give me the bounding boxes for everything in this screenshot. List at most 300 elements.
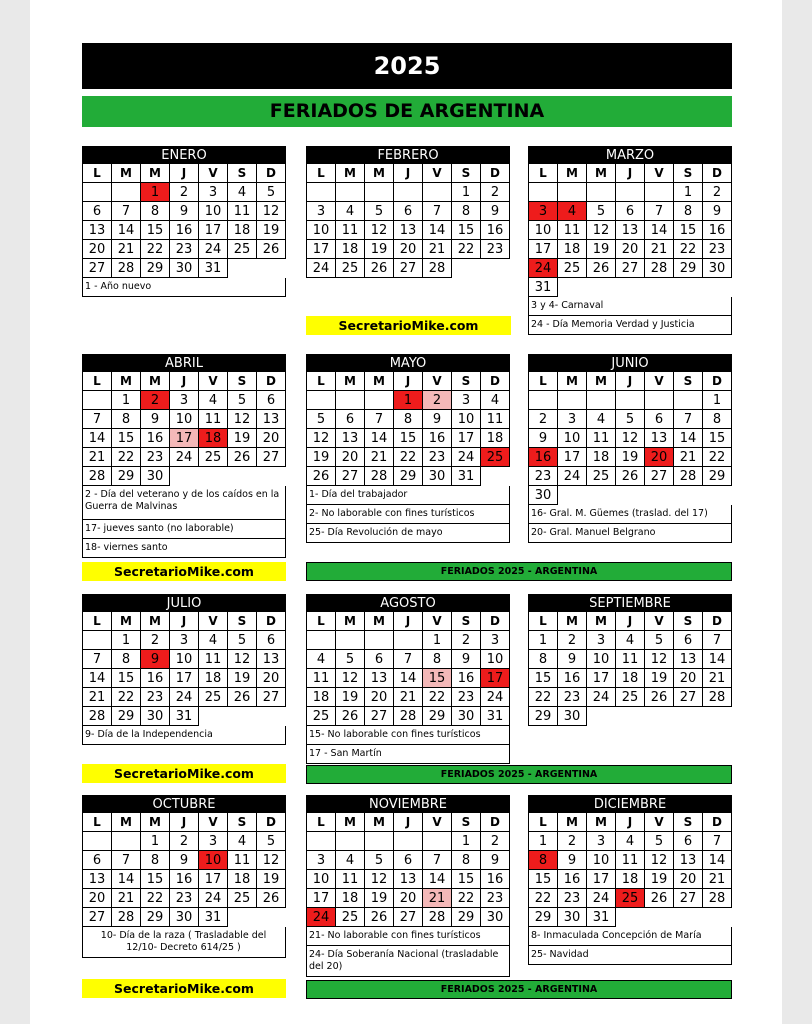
day-cell: 17 (170, 669, 199, 688)
weekday-header: M (587, 372, 616, 391)
month-septiembre (528, 594, 732, 726)
day-cell: 8 (674, 202, 703, 221)
watermark-banner: SecretarioMike.com (82, 979, 286, 998)
day-cell: 3 (558, 410, 587, 429)
weekday-header: M (336, 612, 365, 631)
day-cell: 24 (452, 448, 481, 467)
day-cell: 7 (394, 650, 423, 669)
day-cell: 12 (228, 650, 257, 669)
weekday-header: M (112, 813, 141, 832)
holiday-notes (528, 927, 732, 965)
day-cell: 5 (257, 183, 286, 202)
day-cell: 19 (645, 870, 674, 889)
month-table (82, 795, 286, 927)
day-cell: 7 (83, 410, 112, 429)
weekday-header: D (703, 372, 732, 391)
day-cell: 2 (481, 832, 510, 851)
empty-cell (616, 707, 645, 726)
day-cell: 9 (558, 851, 587, 870)
day-cell: 12 (645, 650, 674, 669)
weekday-header: M (365, 372, 394, 391)
day-cell: 27 (616, 259, 645, 278)
empty-cell (645, 486, 674, 505)
footer-banner: FERIADOS 2025 - ARGENTINA (306, 765, 732, 784)
empty-cell (83, 832, 112, 851)
empty-cell (83, 631, 112, 650)
day-cell: 7 (703, 832, 732, 851)
day-cell: 25 (616, 688, 645, 707)
day-cell: 1 (141, 183, 170, 202)
empty-cell (703, 908, 732, 927)
weekday-header: V (199, 164, 228, 183)
day-cell: 1 (529, 832, 558, 851)
day-cell: 16 (170, 870, 199, 889)
day-cell: 23 (481, 889, 510, 908)
weekday-header: D (481, 813, 510, 832)
day-cell: 31 (199, 259, 228, 278)
empty-cell (228, 908, 257, 927)
day-cell: 12 (257, 851, 286, 870)
day-cell: 5 (587, 202, 616, 221)
day-cell: 13 (83, 870, 112, 889)
day-cell: 22 (703, 448, 732, 467)
day-cell: 3 (199, 183, 228, 202)
day-cell: 24 (558, 467, 587, 486)
day-cell: 17 (170, 429, 199, 448)
day-cell: 14 (423, 870, 452, 889)
watermark-banner: SecretarioMike.com (82, 764, 286, 783)
day-cell: 29 (529, 707, 558, 726)
day-cell: 21 (423, 889, 452, 908)
weekday-header: V (199, 612, 228, 631)
weekday-header: D (481, 612, 510, 631)
day-cell: 17 (587, 870, 616, 889)
day-cell: 10 (307, 221, 336, 240)
day-cell: 17 (199, 221, 228, 240)
weekday-header: M (587, 813, 616, 832)
weekday-header: M (558, 164, 587, 183)
day-cell: 2 (452, 631, 481, 650)
day-cell: 20 (674, 669, 703, 688)
day-cell: 10 (587, 650, 616, 669)
day-cell: 22 (529, 889, 558, 908)
day-cell: 24 (199, 240, 228, 259)
day-cell: 4 (336, 851, 365, 870)
day-cell: 7 (703, 631, 732, 650)
day-cell: 22 (674, 240, 703, 259)
day-cell: 23 (170, 889, 199, 908)
empty-cell (394, 631, 423, 650)
weekday-header: M (112, 612, 141, 631)
weekday-header: M (336, 372, 365, 391)
day-cell: 27 (645, 467, 674, 486)
day-cell: 26 (228, 448, 257, 467)
weekday-header: D (481, 372, 510, 391)
day-cell: 10 (587, 851, 616, 870)
day-cell: 13 (674, 650, 703, 669)
day-cell: 14 (645, 221, 674, 240)
day-cell: 9 (452, 650, 481, 669)
weekday-header: L (529, 372, 558, 391)
day-cell: 18 (228, 221, 257, 240)
day-cell: 13 (394, 870, 423, 889)
empty-cell (228, 259, 257, 278)
day-cell: 12 (365, 221, 394, 240)
day-cell: 2 (481, 183, 510, 202)
weekday-header: M (587, 612, 616, 631)
month-table (306, 146, 510, 278)
day-cell: 2 (558, 631, 587, 650)
day-cell: 7 (365, 410, 394, 429)
day-cell: 12 (336, 669, 365, 688)
month-table (528, 354, 732, 505)
day-cell: 26 (257, 889, 286, 908)
day-cell: 21 (703, 669, 732, 688)
day-cell: 19 (307, 448, 336, 467)
day-cell: 29 (703, 467, 732, 486)
holiday-note: 1- Día del trabajador (306, 486, 510, 505)
day-cell: 23 (141, 688, 170, 707)
day-cell: 11 (199, 650, 228, 669)
day-cell: 28 (394, 707, 423, 726)
empty-cell (307, 183, 336, 202)
day-cell: 23 (703, 240, 732, 259)
month-name: FEBRERO (307, 147, 510, 164)
empty-cell (674, 908, 703, 927)
day-cell: 4 (228, 183, 257, 202)
day-cell: 12 (307, 429, 336, 448)
empty-cell (558, 278, 587, 297)
weekday-header: V (423, 372, 452, 391)
weekday-header: V (423, 612, 452, 631)
day-cell: 30 (423, 467, 452, 486)
weekday-header: V (645, 164, 674, 183)
day-cell: 17 (307, 889, 336, 908)
empty-cell (228, 467, 257, 486)
day-cell: 19 (587, 240, 616, 259)
day-cell: 26 (645, 688, 674, 707)
day-cell: 28 (645, 259, 674, 278)
day-cell: 16 (558, 669, 587, 688)
weekday-header: S (674, 164, 703, 183)
weekday-header: L (307, 612, 336, 631)
day-cell: 6 (257, 631, 286, 650)
day-cell: 27 (83, 908, 112, 927)
empty-cell (423, 832, 452, 851)
weekday-header: M (141, 813, 170, 832)
day-cell: 16 (170, 221, 199, 240)
day-cell: 20 (645, 448, 674, 467)
day-cell: 7 (645, 202, 674, 221)
empty-cell (112, 832, 141, 851)
weekday-header: J (616, 612, 645, 631)
day-cell: 3 (587, 631, 616, 650)
day-cell: 16 (141, 669, 170, 688)
day-cell: 19 (228, 429, 257, 448)
day-cell: 13 (83, 221, 112, 240)
empty-cell (587, 707, 616, 726)
empty-cell (703, 278, 732, 297)
day-cell: 25 (616, 889, 645, 908)
day-cell: 28 (83, 707, 112, 726)
weekday-header: J (170, 612, 199, 631)
day-cell: 11 (336, 221, 365, 240)
day-cell: 5 (228, 391, 257, 410)
empty-cell (558, 391, 587, 410)
day-cell: 24 (199, 889, 228, 908)
day-cell: 5 (365, 851, 394, 870)
day-cell: 20 (83, 889, 112, 908)
day-cell: 13 (394, 221, 423, 240)
month-name: SEPTIEMBRE (529, 595, 732, 612)
day-cell: 3 (307, 851, 336, 870)
day-cell: 17 (558, 448, 587, 467)
weekday-header: S (228, 813, 257, 832)
month-febrero (306, 146, 510, 278)
weekday-header: L (307, 372, 336, 391)
day-cell: 1 (423, 631, 452, 650)
day-cell: 19 (616, 448, 645, 467)
day-cell: 14 (394, 669, 423, 688)
month-junio (528, 354, 732, 543)
day-cell: 6 (616, 202, 645, 221)
holiday-note: 25- Día Revolución de mayo (306, 524, 510, 543)
weekday-header: L (307, 813, 336, 832)
day-cell: 15 (112, 429, 141, 448)
day-cell: 30 (703, 259, 732, 278)
day-cell: 1 (529, 631, 558, 650)
day-cell: 29 (112, 707, 141, 726)
day-cell: 17 (587, 669, 616, 688)
day-cell: 4 (558, 202, 587, 221)
holiday-note: 3 y 4- Carnaval (528, 297, 732, 316)
day-cell: 6 (394, 851, 423, 870)
holiday-notes (306, 486, 510, 543)
day-cell: 19 (228, 669, 257, 688)
day-cell: 28 (423, 259, 452, 278)
empty-cell (365, 631, 394, 650)
day-cell: 26 (307, 467, 336, 486)
day-cell: 16 (529, 448, 558, 467)
day-cell: 25 (307, 707, 336, 726)
day-cell: 11 (307, 669, 336, 688)
weekday-header: D (257, 612, 286, 631)
weekday-header: J (394, 164, 423, 183)
day-cell: 29 (423, 707, 452, 726)
day-cell: 9 (170, 202, 199, 221)
day-cell: 4 (616, 631, 645, 650)
month-enero (82, 146, 286, 297)
empty-cell (257, 467, 286, 486)
day-cell: 6 (674, 631, 703, 650)
day-cell: 23 (423, 448, 452, 467)
holiday-note: 1 - Año nuevo (82, 278, 286, 297)
empty-cell (452, 259, 481, 278)
day-cell: 16 (481, 870, 510, 889)
day-cell: 14 (83, 429, 112, 448)
day-cell: 17 (481, 669, 510, 688)
empty-cell (336, 183, 365, 202)
day-cell: 25 (228, 240, 257, 259)
weekday-header: L (529, 813, 558, 832)
day-cell: 15 (141, 870, 170, 889)
day-cell: 4 (228, 832, 257, 851)
day-cell: 30 (529, 486, 558, 505)
empty-cell (587, 391, 616, 410)
day-cell: 4 (616, 832, 645, 851)
weekday-header: M (365, 612, 394, 631)
weekday-header: V (645, 813, 674, 832)
day-cell: 14 (703, 650, 732, 669)
watermark-banner: SecretarioMike.com (82, 562, 286, 581)
day-cell: 30 (558, 707, 587, 726)
weekday-header: V (423, 164, 452, 183)
day-cell: 9 (141, 410, 170, 429)
day-cell: 11 (616, 650, 645, 669)
day-cell: 1 (452, 832, 481, 851)
day-cell: 20 (674, 870, 703, 889)
month-name: ABRIL (83, 355, 286, 372)
weekday-header: M (587, 164, 616, 183)
day-cell: 8 (703, 410, 732, 429)
day-cell: 31 (452, 467, 481, 486)
day-cell: 10 (529, 221, 558, 240)
day-cell: 21 (423, 240, 452, 259)
day-cell: 21 (394, 688, 423, 707)
empty-cell (529, 183, 558, 202)
day-cell: 10 (307, 870, 336, 889)
day-cell: 24 (529, 259, 558, 278)
day-cell: 15 (452, 870, 481, 889)
weekday-header: M (558, 372, 587, 391)
holiday-note: 15- No laborable con fines turísticos (306, 726, 510, 745)
holiday-note: 10- Día de la raza ( Trasladable del 12/10- Decreto 614/25 ) (82, 927, 286, 958)
day-cell: 11 (336, 870, 365, 889)
day-cell: 24 (170, 448, 199, 467)
day-cell: 13 (257, 410, 286, 429)
day-cell: 2 (423, 391, 452, 410)
empty-cell (529, 391, 558, 410)
day-cell: 16 (141, 429, 170, 448)
empty-cell (616, 278, 645, 297)
day-cell: 27 (674, 889, 703, 908)
day-cell: 14 (83, 669, 112, 688)
holiday-note: 8- Inmaculada Concepción de María (528, 927, 732, 946)
day-cell: 12 (365, 870, 394, 889)
day-cell: 7 (83, 650, 112, 669)
weekday-header: V (199, 813, 228, 832)
day-cell: 27 (336, 467, 365, 486)
day-cell: 25 (336, 259, 365, 278)
day-cell: 26 (257, 240, 286, 259)
day-cell: 3 (587, 832, 616, 851)
day-cell: 20 (394, 889, 423, 908)
day-cell: 14 (674, 429, 703, 448)
empty-cell (365, 391, 394, 410)
weekday-header: D (703, 612, 732, 631)
weekday-header: D (481, 164, 510, 183)
weekday-header: J (170, 372, 199, 391)
day-cell: 12 (228, 410, 257, 429)
day-cell: 28 (703, 889, 732, 908)
day-cell: 28 (703, 688, 732, 707)
day-cell: 23 (170, 240, 199, 259)
weekday-header: L (83, 612, 112, 631)
holiday-notes (528, 297, 732, 335)
day-cell: 19 (336, 688, 365, 707)
day-cell: 10 (452, 410, 481, 429)
empty-cell (645, 908, 674, 927)
day-cell: 9 (703, 202, 732, 221)
day-cell: 17 (529, 240, 558, 259)
day-cell: 18 (199, 429, 228, 448)
day-cell: 11 (228, 202, 257, 221)
month-table (528, 795, 732, 927)
day-cell: 13 (645, 429, 674, 448)
empty-cell (645, 278, 674, 297)
empty-cell (645, 183, 674, 202)
empty-cell (199, 467, 228, 486)
day-cell: 17 (199, 870, 228, 889)
day-cell: 28 (112, 908, 141, 927)
month-diciembre (528, 795, 732, 965)
day-cell: 27 (83, 259, 112, 278)
day-cell: 5 (228, 631, 257, 650)
day-cell: 14 (703, 851, 732, 870)
holiday-note: 17- jueves santo (no laborable) (82, 520, 286, 539)
day-cell: 8 (112, 650, 141, 669)
day-cell: 4 (199, 391, 228, 410)
weekday-header: V (423, 813, 452, 832)
day-cell: 1 (703, 391, 732, 410)
day-cell: 27 (394, 259, 423, 278)
day-cell: 13 (257, 650, 286, 669)
day-cell: 15 (394, 429, 423, 448)
day-cell: 5 (616, 410, 645, 429)
day-cell: 20 (257, 669, 286, 688)
day-cell: 10 (170, 410, 199, 429)
day-cell: 17 (452, 429, 481, 448)
day-cell: 23 (481, 240, 510, 259)
holiday-notes (528, 505, 732, 543)
day-cell: 9 (529, 429, 558, 448)
day-cell: 29 (141, 259, 170, 278)
day-cell: 22 (112, 448, 141, 467)
day-cell: 3 (452, 391, 481, 410)
day-cell: 21 (83, 448, 112, 467)
weekday-header: S (674, 372, 703, 391)
day-cell: 22 (112, 688, 141, 707)
day-cell: 25 (199, 688, 228, 707)
day-cell: 18 (336, 889, 365, 908)
weekday-header: L (529, 612, 558, 631)
day-cell: 23 (141, 448, 170, 467)
day-cell: 31 (529, 278, 558, 297)
day-cell: 26 (365, 908, 394, 927)
weekday-header: M (365, 164, 394, 183)
holiday-note: 16- Gral. M. Güemes (traslad. del 17) (528, 505, 732, 524)
day-cell: 31 (170, 707, 199, 726)
day-cell: 22 (141, 240, 170, 259)
day-cell: 8 (394, 410, 423, 429)
day-cell: 15 (141, 221, 170, 240)
day-cell: 9 (481, 202, 510, 221)
day-cell: 31 (481, 707, 510, 726)
weekday-header: L (307, 164, 336, 183)
day-cell: 26 (336, 707, 365, 726)
weekday-header: S (452, 372, 481, 391)
day-cell: 11 (228, 851, 257, 870)
